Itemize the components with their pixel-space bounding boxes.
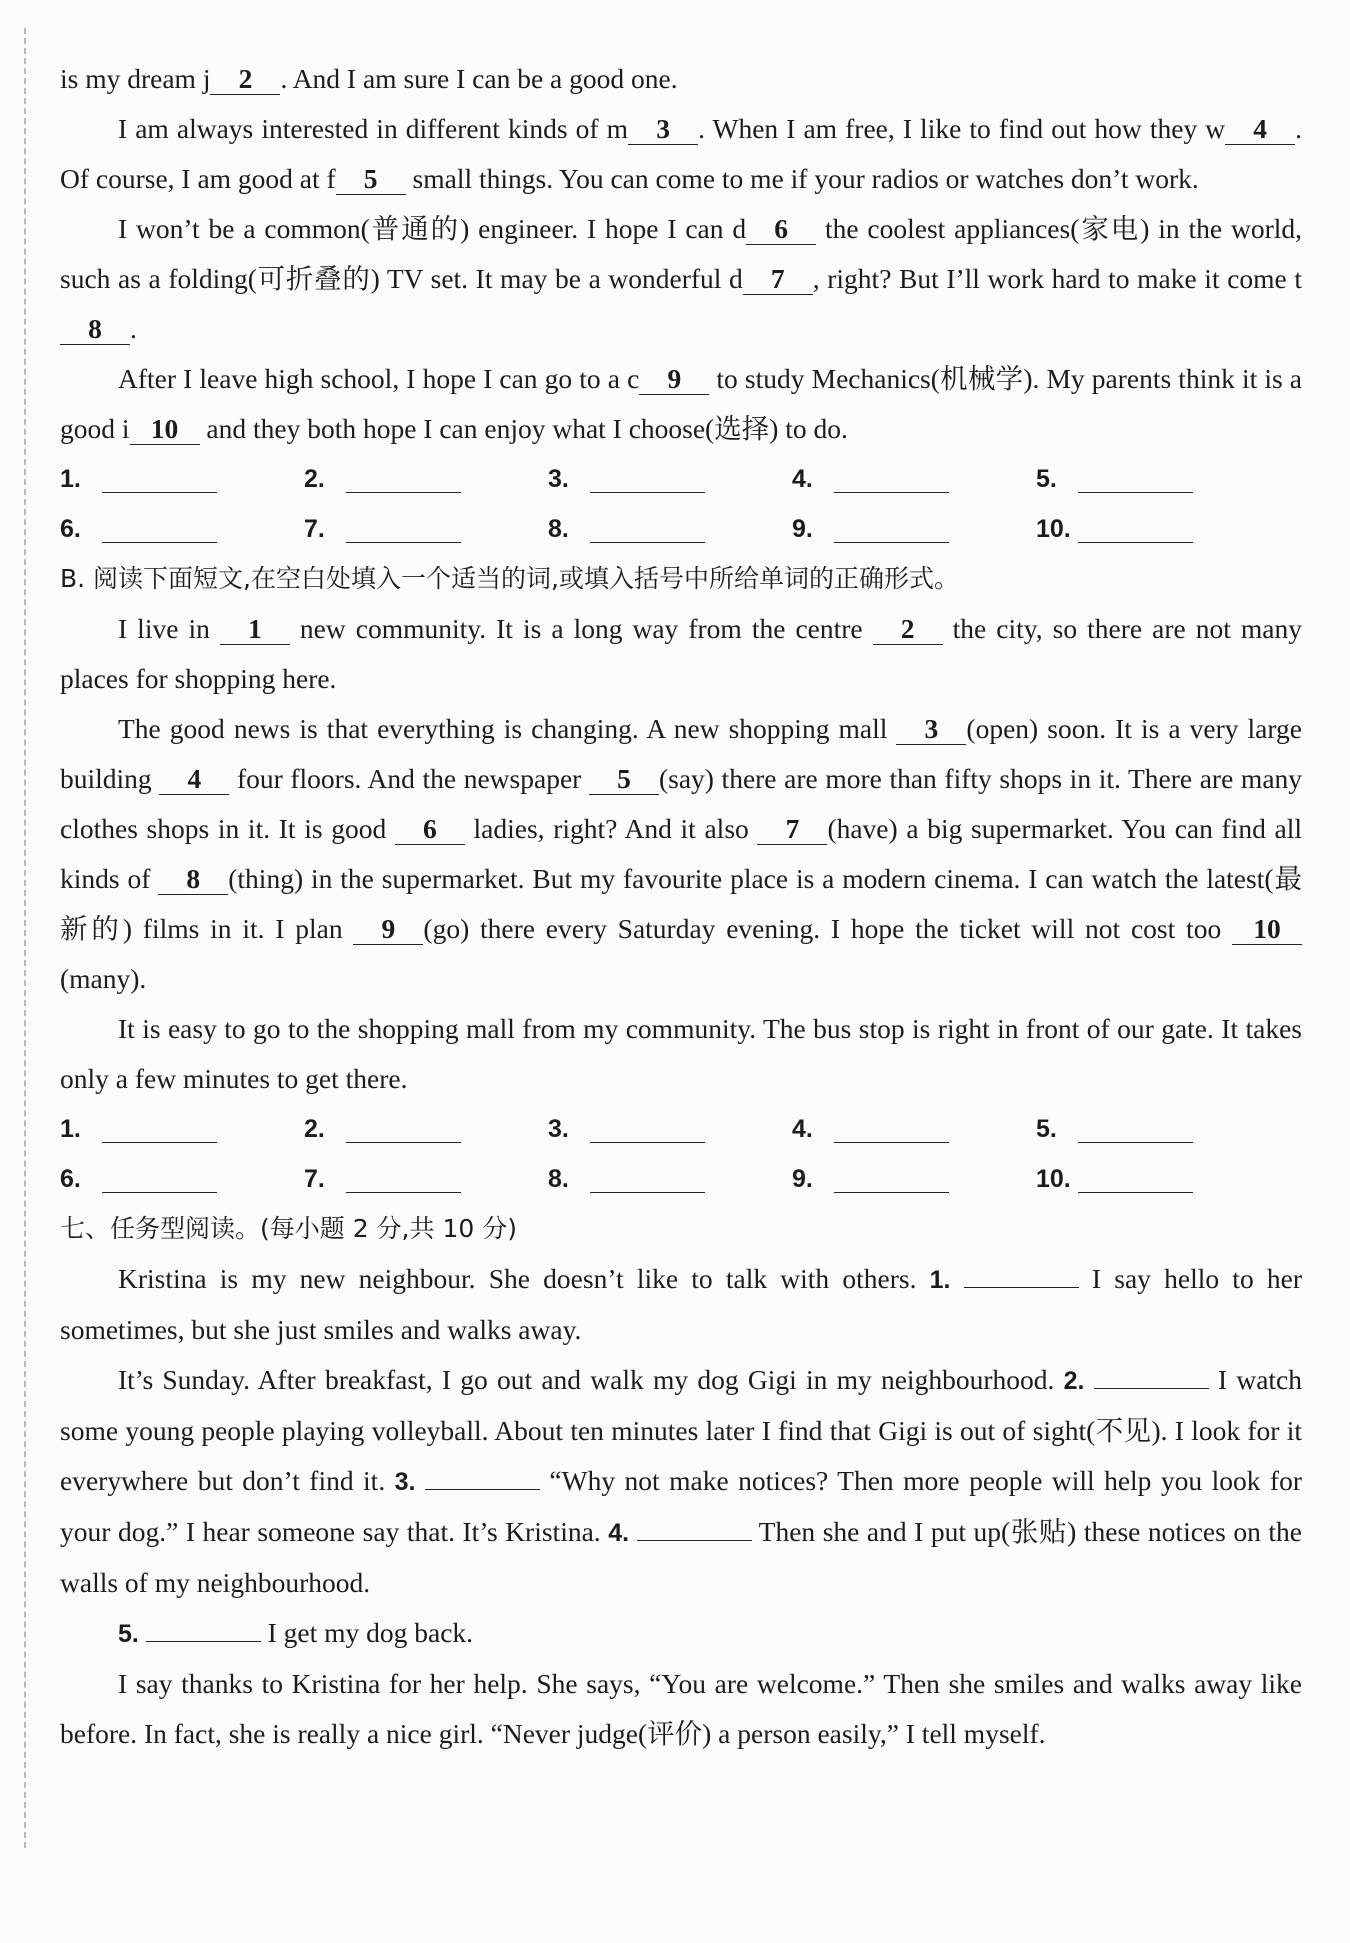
answer-line[interactable] — [346, 466, 461, 493]
answer-number: 1. — [60, 1115, 81, 1143]
answer-gap[interactable] — [637, 1514, 752, 1541]
section-7-passage — [60, 1254, 1302, 1759]
answer-slot — [304, 1154, 548, 1204]
answer-number: 8. — [548, 1165, 569, 1193]
answer-row — [60, 1154, 1302, 1204]
blank-number: 6 — [746, 214, 816, 245]
blank-number: 7 — [743, 264, 813, 295]
paragraph: I say thanks to Kristina for her help. She says, “You are welcome.” Then she smiles and walks away like before. In fact, she is really a nice girl. “Never judge(评价) a person easily,” I tell myself. — [60, 1668, 1302, 1749]
blank-number: 1 — [220, 614, 290, 645]
answer-slot — [60, 1104, 304, 1154]
answer-number: 3. — [548, 465, 569, 493]
blank-number: 5 — [336, 164, 406, 195]
answer-line[interactable] — [834, 516, 949, 543]
part-b-answer-sheet — [60, 1104, 1302, 1204]
blank-number: 2 — [210, 64, 280, 95]
blank-number: 10 — [130, 414, 200, 445]
answer-number: 1. — [60, 465, 81, 493]
blank-number: 7 — [757, 814, 827, 845]
paragraph: I won’t be a common(普通的) engineer. I hope I can d 6 the coolest appliances(家电) in the world, such as a folding(可折叠的) TV set. It may be a wonderful d 7 , right? But I’ll work hard to make it come t8 . — [60, 213, 1302, 344]
paragraph: is my dream j 2 . And I am sure I can be a good one. — [60, 63, 678, 94]
worksheet-page — [60, 54, 1302, 1759]
answer-number: 3. — [548, 1115, 569, 1143]
paragraph: Kristina is my new neighbour. She doesn’t like to talk with others. 1. I say hello to her sometimes, but she just smiles and walks away. — [60, 1263, 1303, 1345]
answer-slot — [304, 454, 548, 504]
answer-slot — [60, 504, 304, 554]
answer-row — [60, 1104, 1302, 1154]
answer-slot — [548, 1154, 792, 1204]
answer-number: 7. — [304, 1165, 325, 1193]
answer-line[interactable] — [834, 1116, 949, 1143]
answer-line[interactable] — [834, 466, 949, 493]
answer-number: 4. — [792, 465, 813, 493]
answer-number: 10. — [1036, 1165, 1071, 1193]
question-number: 3. — [394, 1468, 416, 1496]
paragraph: After I leave high school, I hope I can go to a c 9 to study Mechanics(机械学). My parents think it is a good i 10 and they both hope I can enjoy what I choose(选择) to do. — [60, 363, 1302, 444]
paragraph: 5. I get my dog back. — [118, 1617, 474, 1648]
answer-number: 7. — [304, 515, 325, 543]
answer-slot — [1036, 1104, 1280, 1154]
blank-number: 3 — [896, 714, 966, 745]
answer-gap[interactable] — [1094, 1362, 1209, 1389]
answer-line[interactable] — [1078, 516, 1193, 543]
blank-number: 5 — [589, 764, 659, 795]
answer-line[interactable] — [1078, 1166, 1193, 1193]
answer-number: 10. — [1036, 515, 1071, 543]
answer-row — [60, 454, 1302, 504]
blank-number: 9 — [639, 364, 709, 395]
answer-number: 8. — [548, 515, 569, 543]
part-b-title: B. 阅读下面短文,在空白处填入一个适当的词,或填入括号中所给单词的正确形式。 — [60, 564, 959, 593]
answer-number: 4. — [792, 1115, 813, 1143]
answer-slot — [792, 1104, 1036, 1154]
answer-line[interactable] — [102, 466, 217, 493]
answer-number: 6. — [60, 515, 81, 543]
answer-slot — [548, 454, 792, 504]
paragraph: It’s Sunday. After breakfast, I go out and walk my dog Gigi in my neighbourhood. 2. I watch some young people playing volleyball. About ten minutes later I find that Gigi is out of sight(不见). I look for it everywhere but don’t find it. 3. “Why not make notices? Then more people will help you look for your dog.” I hear someone say that. It’s Kristina. 4. Then she and I put up(张贴) these notices on the walls of my neighbourhood. — [60, 1364, 1302, 1598]
answer-line[interactable] — [102, 1116, 217, 1143]
answer-number: 5. — [1036, 465, 1057, 493]
blank-number: 10 — [1232, 914, 1302, 945]
answer-number: 9. — [792, 1165, 813, 1193]
answer-slot — [60, 454, 304, 504]
answer-line[interactable] — [590, 1166, 705, 1193]
blank-number: 2 — [873, 614, 943, 645]
question-number: 2. — [1063, 1367, 1085, 1395]
answer-slot — [304, 1104, 548, 1154]
answer-line[interactable] — [1078, 466, 1193, 493]
paragraph: It is easy to go to the shopping mall from my community. The bus stop is right in front of our gate. It takes only a few minutes to get there. — [60, 1013, 1302, 1094]
answer-line[interactable] — [346, 516, 461, 543]
answer-slot — [792, 454, 1036, 504]
answer-line[interactable] — [590, 1116, 705, 1143]
answer-line[interactable] — [102, 516, 217, 543]
answer-number: 2. — [304, 465, 325, 493]
paragraph: I am always interested in different kinds of m 3 . When I am free, I like to find out how they w 4 . Of course, I am good at f 5 small things. You can come to me if your radios or watches don’t work. — [60, 113, 1303, 194]
binding-margin-line — [24, 28, 26, 1848]
paragraph: I live in 1 new community. It is a long way from the centre 2 the city, so there are not many places for shopping here. — [60, 613, 1302, 694]
part-a-passage — [60, 54, 1302, 454]
part-a-answer-sheet — [60, 454, 1302, 554]
answer-slot — [792, 504, 1036, 554]
blank-number: 8 — [60, 314, 130, 345]
blank-number: 9 — [353, 914, 423, 945]
blank-number: 4 — [159, 764, 229, 795]
answer-slot — [1036, 504, 1280, 554]
blank-number: 4 — [1225, 114, 1295, 145]
answer-line[interactable] — [346, 1166, 461, 1193]
answer-gap[interactable] — [146, 1615, 261, 1642]
answer-number: 9. — [792, 515, 813, 543]
blank-number: 8 — [158, 864, 228, 895]
answer-slot — [548, 504, 792, 554]
answer-gap[interactable] — [964, 1261, 1079, 1288]
question-number: 4. — [608, 1519, 630, 1547]
answer-line[interactable] — [834, 1166, 949, 1193]
question-number: 1. — [929, 1266, 951, 1294]
answer-line[interactable] — [102, 1166, 217, 1193]
answer-number: 6. — [60, 1165, 81, 1193]
blank-number: 6 — [395, 814, 465, 845]
answer-slot — [792, 1154, 1036, 1204]
answer-slot — [60, 1154, 304, 1204]
part-b-passage — [60, 604, 1302, 1104]
answer-row — [60, 504, 1302, 554]
blank-number: 3 — [628, 114, 698, 145]
answer-line[interactable] — [1078, 1116, 1193, 1143]
answer-slot — [548, 1104, 792, 1154]
answer-gap[interactable] — [425, 1463, 540, 1490]
answer-slot — [304, 504, 548, 554]
answer-slot — [1036, 1154, 1280, 1204]
answer-slot — [1036, 454, 1280, 504]
answer-number: 5. — [1036, 1115, 1057, 1143]
paragraph: The good news is that everything is changing. A new shopping mall 3 (open) soon. It is a very large building 4 four floors. And the newspaper 5 (say) there are more than fifty shops in it. There are many clothes shops in it. It is good 6 ladies, right? And it also 7 (have) a big supermarket. You can find all kinds of 8 (thing) in the supermarket. But my favourite place is a modern cinema. I can watch the latest(最新的) films in it. I plan 9 (go) there every Saturday evening. I hope the ticket will not cost too 10(many). — [60, 713, 1303, 994]
question-number: 5. — [118, 1620, 139, 1648]
answer-line[interactable] — [346, 1116, 461, 1143]
answer-line[interactable] — [590, 516, 705, 543]
answer-number: 2. — [304, 1115, 325, 1143]
answer-line[interactable] — [590, 466, 705, 493]
section-7-title: 七、任务型阅读。(每小题 2 分,共 10 分) — [60, 1214, 517, 1243]
